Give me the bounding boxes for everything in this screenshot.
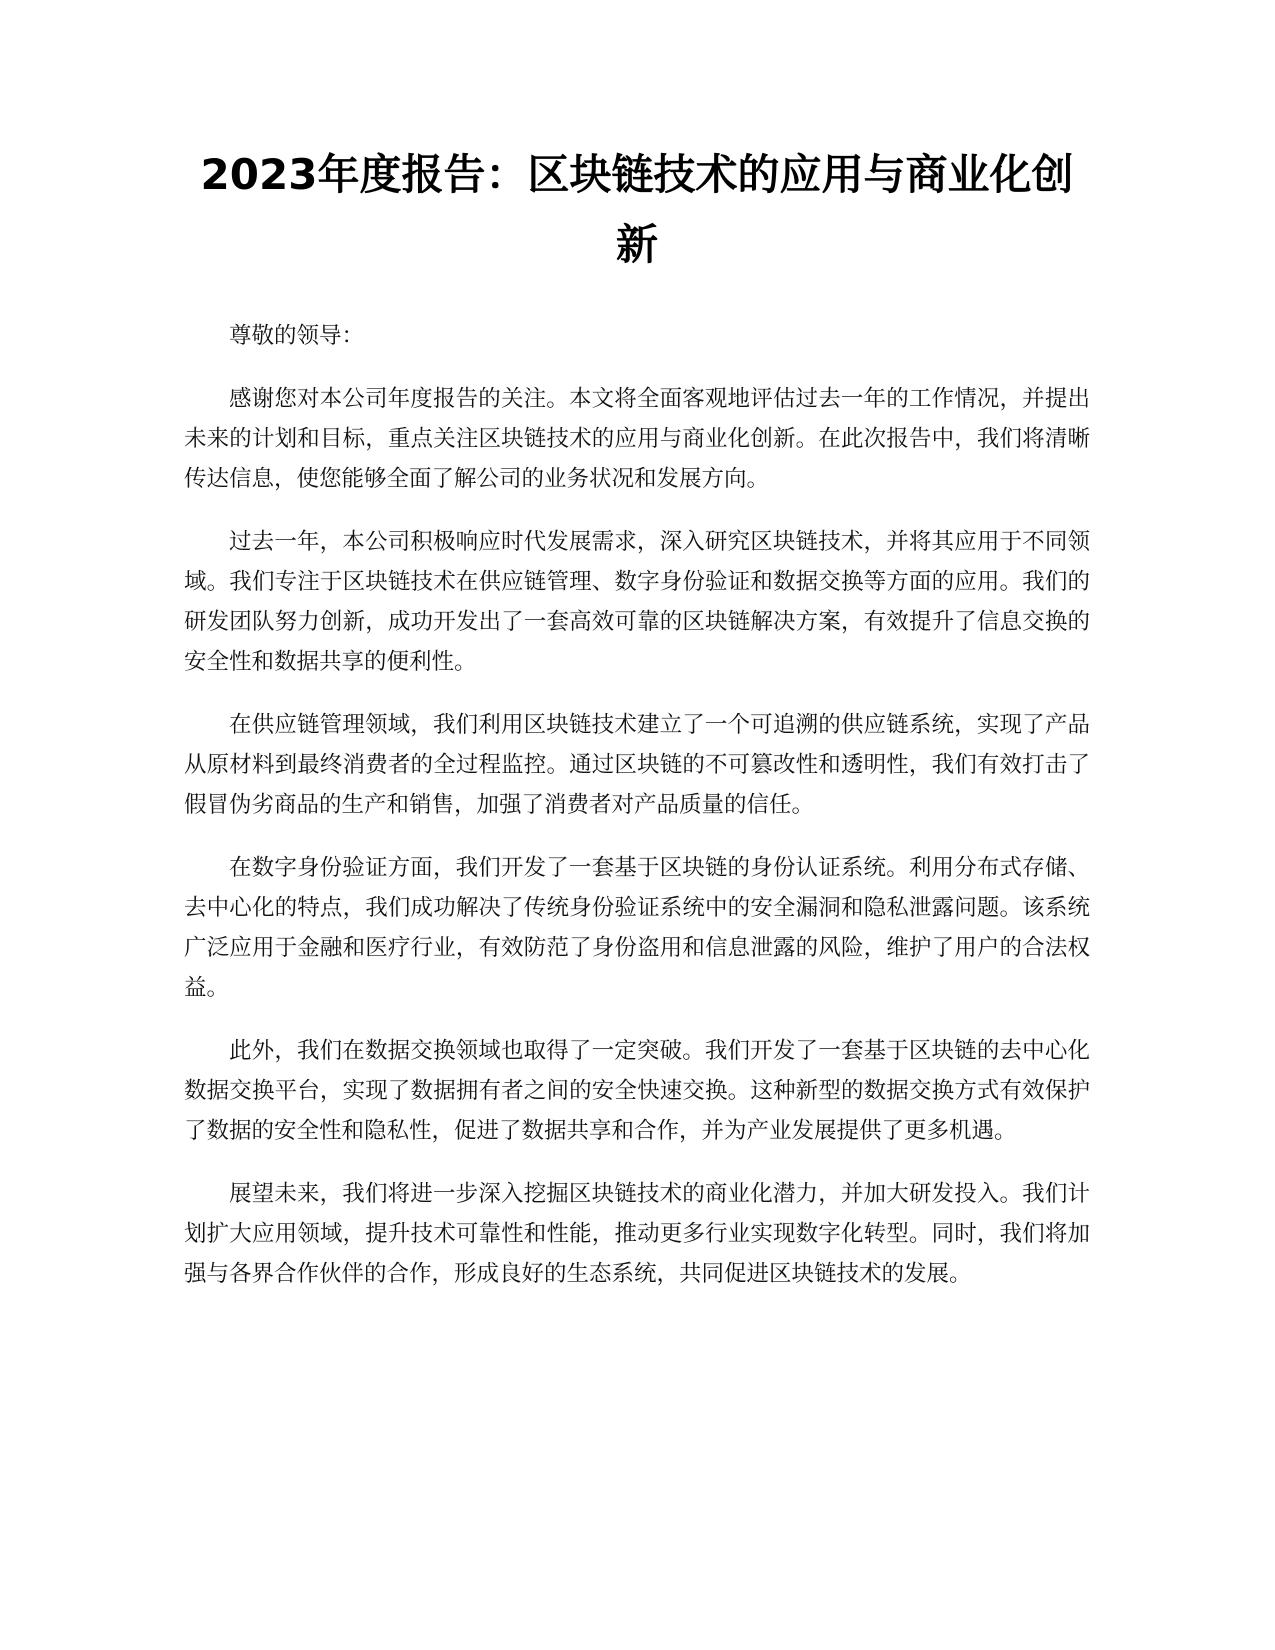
paragraph-past-year: 过去一年，本公司积极响应时代发展需求，深入研究区块链技术，并将其应用于不同领域。我们专注于区块链技术在供应链管理、数字身份验证和数据交换等方面的应用。我们的研发团队努力创新，成功开发出了一套高效可靠的区块链解决方案，有效提升了信息交换的安全性和数据共享的便利性。 (184, 529, 1090, 675)
salutation: 尊敬的领导： (229, 323, 365, 349)
document-body (184, 316, 1090, 1294)
paragraph-digital-identity: 在数字身份验证方面，我们开发了一套基于区块链的身份认证系统。利用分布式存储、去中心化的特点，我们成功解决了传统身份验证系统中的安全漏洞和隐私泄露问题。该系统广泛应用于金融和医疗行业，有效防范了身份盗用和信息泄露的风险，维护了用户的合法权益。 (184, 855, 1090, 1001)
document-title: 2023年度报告：区块链技术的应用与商业化创新 (200, 150, 1074, 269)
document-page (184, 140, 1090, 1317)
paragraph-outlook: 展望未来，我们将进一步深入挖掘区块链技术的商业化潜力，并加大研发投入。我们计划扩大应用领域，提升技术可靠性和性能，推动更多行业实现数字化转型。同时，我们将加强与各界合作伙伴的合作，形成良好的生态系统，共同促进区块链技术的发展。 (184, 1181, 1090, 1287)
paragraph-intro: 感谢您对本公司年度报告的关注。本文将全面客观地评估过去一年的工作情况，并提出未来的计划和目标，重点关注区块链技术的应用与商业化创新。在此次报告中，我们将清晰传达信息，使您能够全面了解公司的业务状况和发展方向。 (184, 386, 1090, 492)
paragraph-data-exchange: 此外，我们在数据交换领域也取得了一定突破。我们开发了一套基于区块链的去中心化数据交换平台，实现了数据拥有者之间的安全快速交换。这种新型的数据交换方式有效保护了数据的安全性和隐私性，促进了数据共享和合作，并为产业发展提供了更多机遇。 (184, 1038, 1090, 1144)
paragraph-supply-chain: 在供应链管理领域，我们利用区块链技术建立了一个可追溯的供应链系统，实现了产品从原材料到最终消费者的全过程监控。通过区块链的不可篡改性和透明性，我们有效打击了假冒伪劣商品的生产和销售，加强了消费者对产品质量的信任。 (184, 712, 1090, 818)
